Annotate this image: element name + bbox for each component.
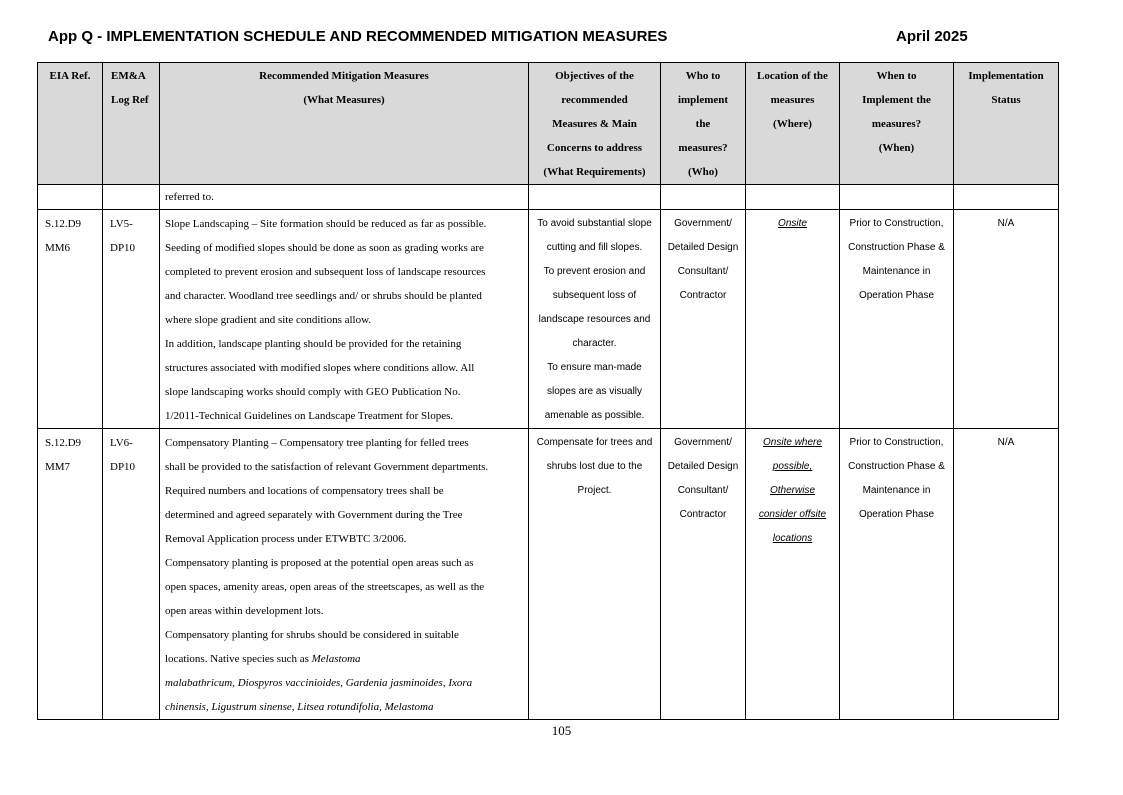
table-row (38, 185, 1059, 210)
column-header-status: Implementation Status (954, 63, 1059, 185)
column-header-when: When to Implement the measures? (When) (840, 63, 954, 185)
column-header-measures: Recommended Mitigation Measures (What Measures) (160, 63, 529, 185)
objectives-cell: To avoid substantial slope cutting and fill slopes. To prevent erosion and subsequent loss of landscape resources and character. To ensure man-made slopes are as visually amenable as possible. (529, 210, 661, 429)
column-header-eia-ref: EIA Ref. (38, 63, 103, 185)
table-row (38, 210, 1059, 429)
location-cell: Onsite where possible, Otherwise consider offsite locations (746, 429, 840, 720)
who-cell: Government/ Detailed Design Consultant/ Contractor (661, 210, 746, 429)
who-cell: Government/ Detailed Design Consultant/ Contractor (661, 429, 746, 720)
eia-ref-cell: S.12.D9 MM7 (38, 429, 103, 720)
measures-cell: Slope Landscaping – Site formation should be reduced as far as possible. Seeding of modified slopes should be done as soon as grading works are completed to prevent erosion and subsequent loss of landscape resources and character. Woodland tree seedlings and/ or shrubs should be planted where slope gradient and site conditions allow. In addition, landscape planting should be provided for the retaining structures associated with modified slopes where conditions allow. All slope landscaping works should comply with GEO Publication No. 1/2011-Technical Guidelines on Landscape Treatment for Slopes. (160, 210, 529, 429)
column-header-location: Location of the measures (Where) (746, 63, 840, 185)
objectives-cell: Compensate for trees and shrubs lost due to the Project. (529, 429, 661, 720)
page-number: 105 (551, 723, 572, 738)
table-header-row (38, 63, 1059, 185)
status-cell (954, 185, 1059, 210)
eia-ref-cell: S.12.D9 MM6 (38, 210, 103, 429)
location-cell: Onsite (746, 210, 840, 429)
column-header-objectives: Objectives of the recommended Measures & Main Concerns to address (What Requirements) (529, 63, 661, 185)
status-cell: N/A (954, 429, 1059, 720)
log-ref-cell: LV6- DP10 (103, 429, 160, 720)
location-cell (746, 185, 840, 210)
eia-ref-cell (38, 185, 103, 210)
column-header-em-a-log-ref: EM&A Log Ref (103, 63, 160, 185)
document-date: April 2025 (896, 28, 968, 45)
measures-cell: referred to. (160, 185, 529, 210)
mitigation-schedule-table (37, 62, 1059, 720)
table-row (38, 429, 1059, 720)
status-cell: N/A (954, 210, 1059, 429)
measures-cell: Compensatory Planting – Compensatory tree planting for felled trees shall be provided to the satisfaction of relevant Government departments. Required numbers and locations of compensatory trees shall be determined and agreed separately with Government during the Tree Removal Application process under ETWBTC 3/2006. Compensatory planting is proposed at the potential open areas such as open spaces, amenity areas, open areas of the streetscapes, as well as the open areas within development lots. Compensatory planting for shrubs should be considered in suitable locations. Native species such as Melastoma malabathricum, Diospyros vaccinioides, Gardenia jasminoides, Ixora chinensis, Ligustrum sinense, Litsea rotundifolia, Melastoma (160, 429, 529, 720)
who-cell (661, 185, 746, 210)
document-title: App Q - IMPLEMENTATION SCHEDULE AND RECOMMENDED MITIGATION MEASURES (48, 28, 668, 45)
log-ref-cell: LV5- DP10 (103, 210, 160, 429)
when-cell (840, 185, 954, 210)
when-cell: Prior to Construction, Construction Phase & Maintenance in Operation Phase (840, 210, 954, 429)
log-ref-cell (103, 185, 160, 210)
when-cell: Prior to Construction, Construction Phase & Maintenance in Operation Phase (840, 429, 954, 720)
objectives-cell (529, 185, 661, 210)
column-header-who: Who to implement the measures? (Who) (661, 63, 746, 185)
